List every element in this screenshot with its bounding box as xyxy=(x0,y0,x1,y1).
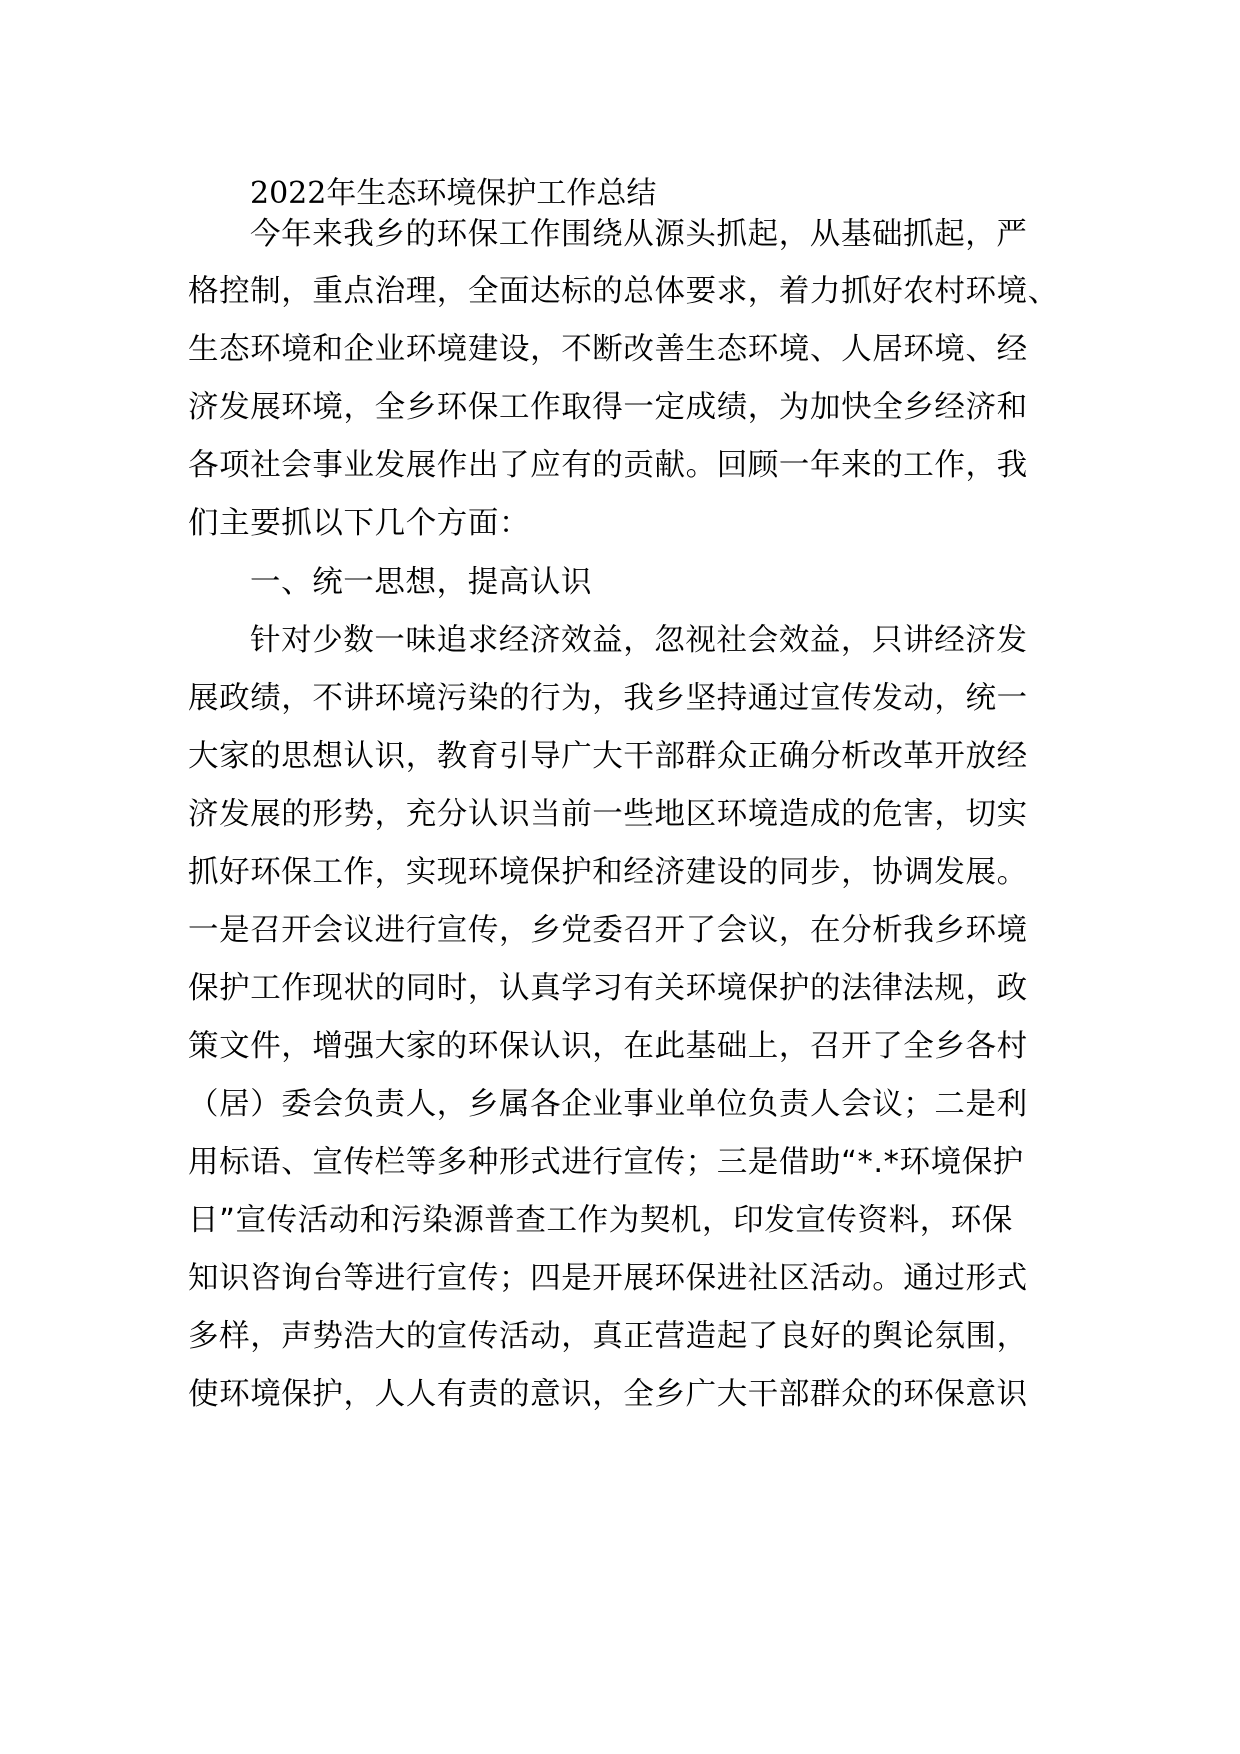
paragraph-line: 多样，声势浩大的宣传活动，真正营造起了良好的舆论氛围， xyxy=(188,1319,1028,1354)
paragraph-line: 抓好环保工作，实现环境保护和经济建设的同步，协调发展。 xyxy=(188,855,1028,890)
paragraph-line: （居）委会负责人，乡属各企业事业单位负责人会议；二是利 xyxy=(188,1087,1028,1122)
document-title: 2022年生态环境保护工作总结 xyxy=(250,176,657,211)
paragraph-line: 知识咨询台等进行宣传；四是开展环保进社区活动。通过形式 xyxy=(188,1261,1028,1296)
paragraph-line: 用标语、宣传栏等多种形式进行宣传；三是借助“*.*环境保护 xyxy=(188,1145,1024,1180)
paragraph-line: 各项社会事业发展作出了应有的贡献。回顾一年来的工作，我 xyxy=(188,448,1028,483)
paragraph-line: 济发展环境，全乡环保工作取得一定成绩，为加快全乡经济和 xyxy=(188,390,1028,425)
paragraph-line: 针对少数一味追求经济效益，忽视社会效益，只讲经济发 xyxy=(250,623,1028,658)
paragraph-line: 策文件，增强大家的环保认识，在此基础上，召开了全乡各村 xyxy=(188,1029,1028,1064)
paragraph-line: 展政绩，不讲环境污染的行为，我乡坚持通过宣传发动，统一 xyxy=(188,681,1028,716)
paragraph-line: 一是召开会议进行宣传，乡党委召开了会议，在分析我乡环境 xyxy=(188,913,1028,948)
paragraph-line: 生态环境和企业环境建设，不断改善生态环境、人居环境、经 xyxy=(188,332,1028,367)
section-heading: 一、统一思想，提高认识 xyxy=(250,565,593,600)
paragraph-line: 保护工作现状的同时，认真学习有关环境保护的法律法规，政 xyxy=(188,971,1028,1006)
paragraph-line: 格控制，重点治理，全面达标的总体要求，着力抓好农村环境、 xyxy=(188,274,1059,309)
paragraph-line: 大家的思想认识，教育引导广大干部群众正确分析改革开放经 xyxy=(188,739,1028,774)
paragraph-line: 今年来我乡的环保工作围绕从源头抓起，从基础抓起，严 xyxy=(250,217,1028,252)
paragraph-line: 使环境保护，人人有责的意识，全乡广大干部群众的环保意识 xyxy=(188,1377,1028,1412)
paragraph-line: 济发展的形势，充分认识当前一些地区环境造成的危害，切实 xyxy=(188,797,1028,832)
paragraph-line: 日”宣传活动和污染源普查工作为契机，印发宣传资料，环保 xyxy=(188,1203,1013,1238)
paragraph-line: 们主要抓以下几个方面： xyxy=(188,506,531,541)
